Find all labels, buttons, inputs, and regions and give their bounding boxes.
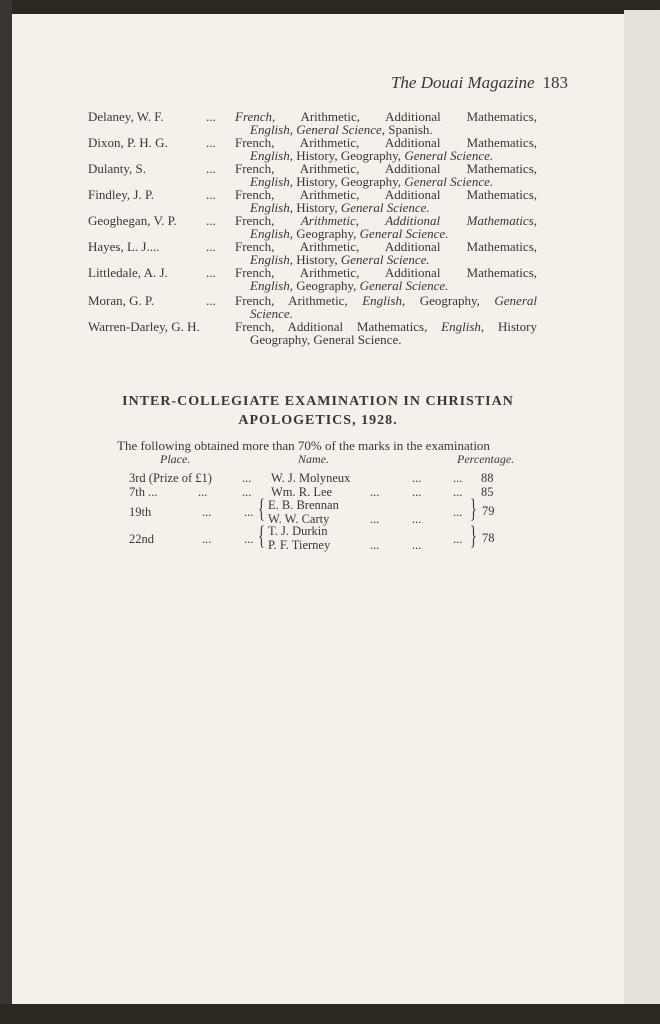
result-place: 19th [129,505,152,519]
result-name: Wm. R. Lee [271,485,333,499]
student-name: Dulanty, S. [88,161,147,176]
leader-dots: ... [206,213,216,228]
subjects-line-2: English, History, Geography, General Science. [250,174,494,189]
result-percentage: 78 [482,531,495,545]
leader-dots: ... [206,239,216,254]
result-place: 7th ... [129,485,158,499]
left-brace: { [258,521,265,550]
leader-dots: ... [370,538,380,552]
result-name: W. W. Carty [268,512,330,526]
student-name: Moran, G. P. [88,293,155,308]
result-percentage: 85 [481,485,494,499]
right-brace: } [470,494,477,523]
page-number: 183 [542,73,568,92]
subjects-line-1: French, Arithmetic, Additional Mathematics, [235,213,537,228]
leader-dots: ... [244,505,254,519]
leader-dots: ... [244,532,254,546]
intro-text: The following obtained more than 70% of the marks in the examination [117,438,490,453]
student-name: Delaney, W. F. [88,109,164,124]
result-place: 22nd [129,532,154,546]
running-head [391,73,568,93]
result-name: P. F. Tierney [268,538,331,552]
left-brace: { [258,494,265,523]
leader-dots: ... [453,505,463,519]
subjects-line-2: English, History, General Science. [250,200,430,215]
subjects-line-2: English, Geography, General Science. [250,226,449,241]
student-name: Geoghegan, V. P. [88,213,177,228]
leader-dots: ... [206,293,216,308]
section-title-line-1: INTER-COLLEGIATE EXAMINATION IN CHRISTIAN [122,394,514,409]
subjects-line-1: French, Arithmetic, Additional Mathematics, [235,265,537,280]
leader-dots: ... [453,471,463,485]
right-brace: } [470,521,477,550]
result-name: E. B. Brennan [268,498,339,512]
subjects-line-1: French, Additional Mathematics, English, History [235,319,537,334]
subjects-line-1: French, Arithmetic, Additional Mathematics, [235,109,537,124]
student-name: Findley, J. P. [88,187,154,202]
leader-dots: ... [412,512,422,526]
book-binding [0,0,12,1024]
leader-dots: ... [206,265,216,280]
subjects-line-1: French, Arithmetic, Additional Mathematics, [235,239,537,254]
subjects-line-2: Geography, General Science. [250,332,402,347]
subjects-line-2: English, History, Geography, General Science. [250,148,494,163]
leader-dots: ... [206,161,216,176]
result-percentage: 88 [481,471,494,485]
magazine-title: The Douai Magazine [390,73,535,92]
subjects-line-2: English, General Science, Spanish. [250,122,433,137]
section-title [88,392,548,430]
leader-dots: ... [206,187,216,202]
leader-dots: ... [206,109,216,124]
leader-dots: ... [453,485,463,499]
student-name: Littledale, A. J. [88,265,168,280]
leader-dots: ... [198,485,208,499]
leader-dots: ... [206,135,216,150]
subjects-line-1: French, Arithmetic, Additional Mathematics, [235,135,537,150]
leader-dots: ... [242,471,252,485]
column-header-name: Name. [298,452,329,466]
column-header-percentage: Percentage. [457,452,515,466]
column-header-place: Place. [160,452,191,466]
page-edges [624,10,660,1010]
student-name: Dixon, P. H. G. [88,135,168,150]
subjects-line-2: English, Geography, General Science. [250,278,449,293]
student-name: Warren-Darley, G. H. [88,319,200,334]
student-name: Hayes, L. J.... [88,239,160,254]
subjects-line-1: French, Arithmetic, Additional Mathematics, [235,161,537,176]
result-name: T. J. Durkin [268,524,328,538]
subjects-line-2: Science. [250,306,293,321]
leader-dots: ... [202,532,212,546]
leader-dots: ... [453,532,463,546]
subjects-line-1: French, Arithmetic, English, Geography, General [235,293,537,308]
result-name: W. J. Molyneux [271,471,351,485]
leader-dots: ... [370,512,380,526]
book-top-edge [0,0,660,14]
leader-dots: ... [242,485,252,499]
subjects-line-1: French, Arithmetic, Additional Mathematics, [235,187,537,202]
leader-dots: ... [412,471,422,485]
leader-dots: ... [202,505,212,519]
result-percentage: 79 [482,504,495,518]
section-title-line-2: APOLOGETICS, 1928. [238,413,398,428]
subjects-line-2: English, History, General Science. [250,252,430,267]
result-place: 3rd (Prize of £1) [129,471,212,485]
leader-dots: ... [370,485,380,499]
book-bottom-edge [0,1004,660,1024]
leader-dots: ... [412,538,422,552]
leader-dots: ... [412,485,422,499]
